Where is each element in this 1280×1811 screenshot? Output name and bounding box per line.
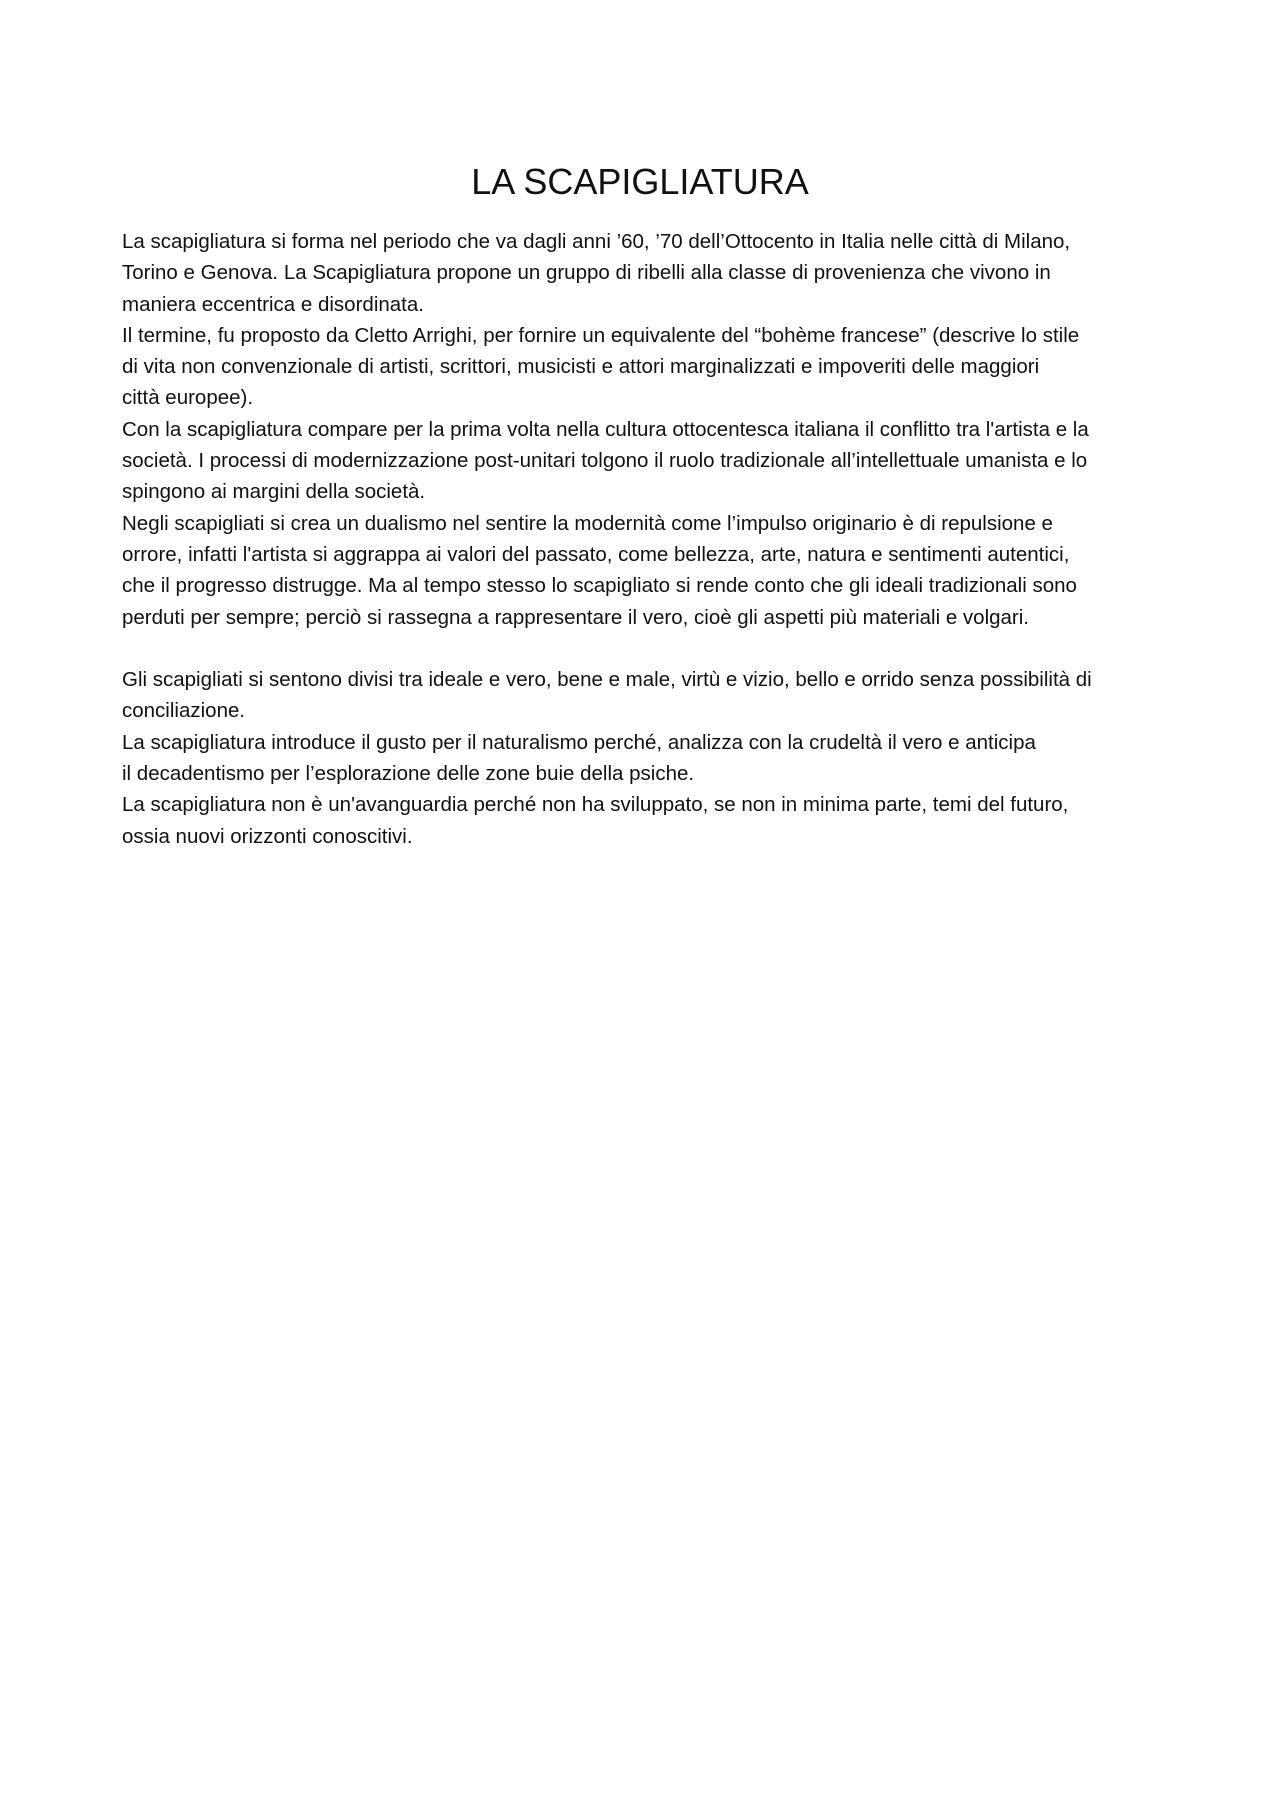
text-line: maniera eccentrica e disordinata. [122,292,424,316]
text-line: di vita non convenzionale di artisti, scrittori, musicisti e attori marginalizzati e impoveriti delle maggiori [122,355,1040,379]
text-line: che il progresso distrugge. Ma al tempo stesso lo scapigliato si rende conto che gli ideali tradizionali sono [122,574,1077,598]
text-line: ossia nuovi orizzonti conoscitivi. [122,824,413,848]
text-line: La scapigliatura introduce il gusto per il naturalismo perché, analizza con la crudeltà il vero e anticipa [122,730,1036,754]
page-title: LA SCAPIGLIATURA [471,161,809,202]
text-line: città europee). [122,386,254,410]
text-line: Torino e Genova. La Scapigliatura propone un gruppo di ribelli alla classe di provenienza che vivono in [122,261,1051,285]
text-line: Negli scapigliati si crea un dualismo nel sentire la modernità come l’impulso originario è di repulsione e [122,511,1053,535]
text-line: La scapigliatura si forma nel periodo che va dagli anni ’60, ’70 dell’Ottocento in Italia nelle città di Milano, [122,230,1071,253]
text-line: La scapigliatura non è un'avanguardia perché non ha sviluppato, se non in minima parte, temi del futuro, [122,793,1069,817]
text-line: il decadentismo per l’esplorazione delle zone buie della psiche. [122,762,695,786]
text-line: perduti per sempre; perciò si rassegna a rappresentare il vero, cioè gli aspetti più materiali e volgari. [122,605,1030,629]
text-line: conciliazione. [122,699,246,723]
text-line: orrore, infatti l'artista si aggrappa ai valori del passato, come bellezza, arte, natura e sentimenti autentici, [122,542,1070,566]
text-line: spingono ai margini della società. [122,480,426,504]
text-line: Gli scapigliati si sentono divisi tra ideale e vero, bene e male, virtù e vizio, bello e orrido senza possibilità di [122,668,1092,692]
document-body [122,226,1172,852]
text-line: società. I processi di modernizzazione post-unitari tolgono il ruolo tradizionale all’intellettuale umanista e lo [122,449,1088,473]
text-line: Con la scapigliatura compare per la prima volta nella cultura ottocentesca italiana il conflitto tra l'artista e la [122,417,1089,441]
blank-line [122,633,1172,664]
text-line: Il termine, fu proposto da Cletto Arrighi, per fornire un equivalente del “bohème francese” (descrive lo stile [122,323,1080,347]
